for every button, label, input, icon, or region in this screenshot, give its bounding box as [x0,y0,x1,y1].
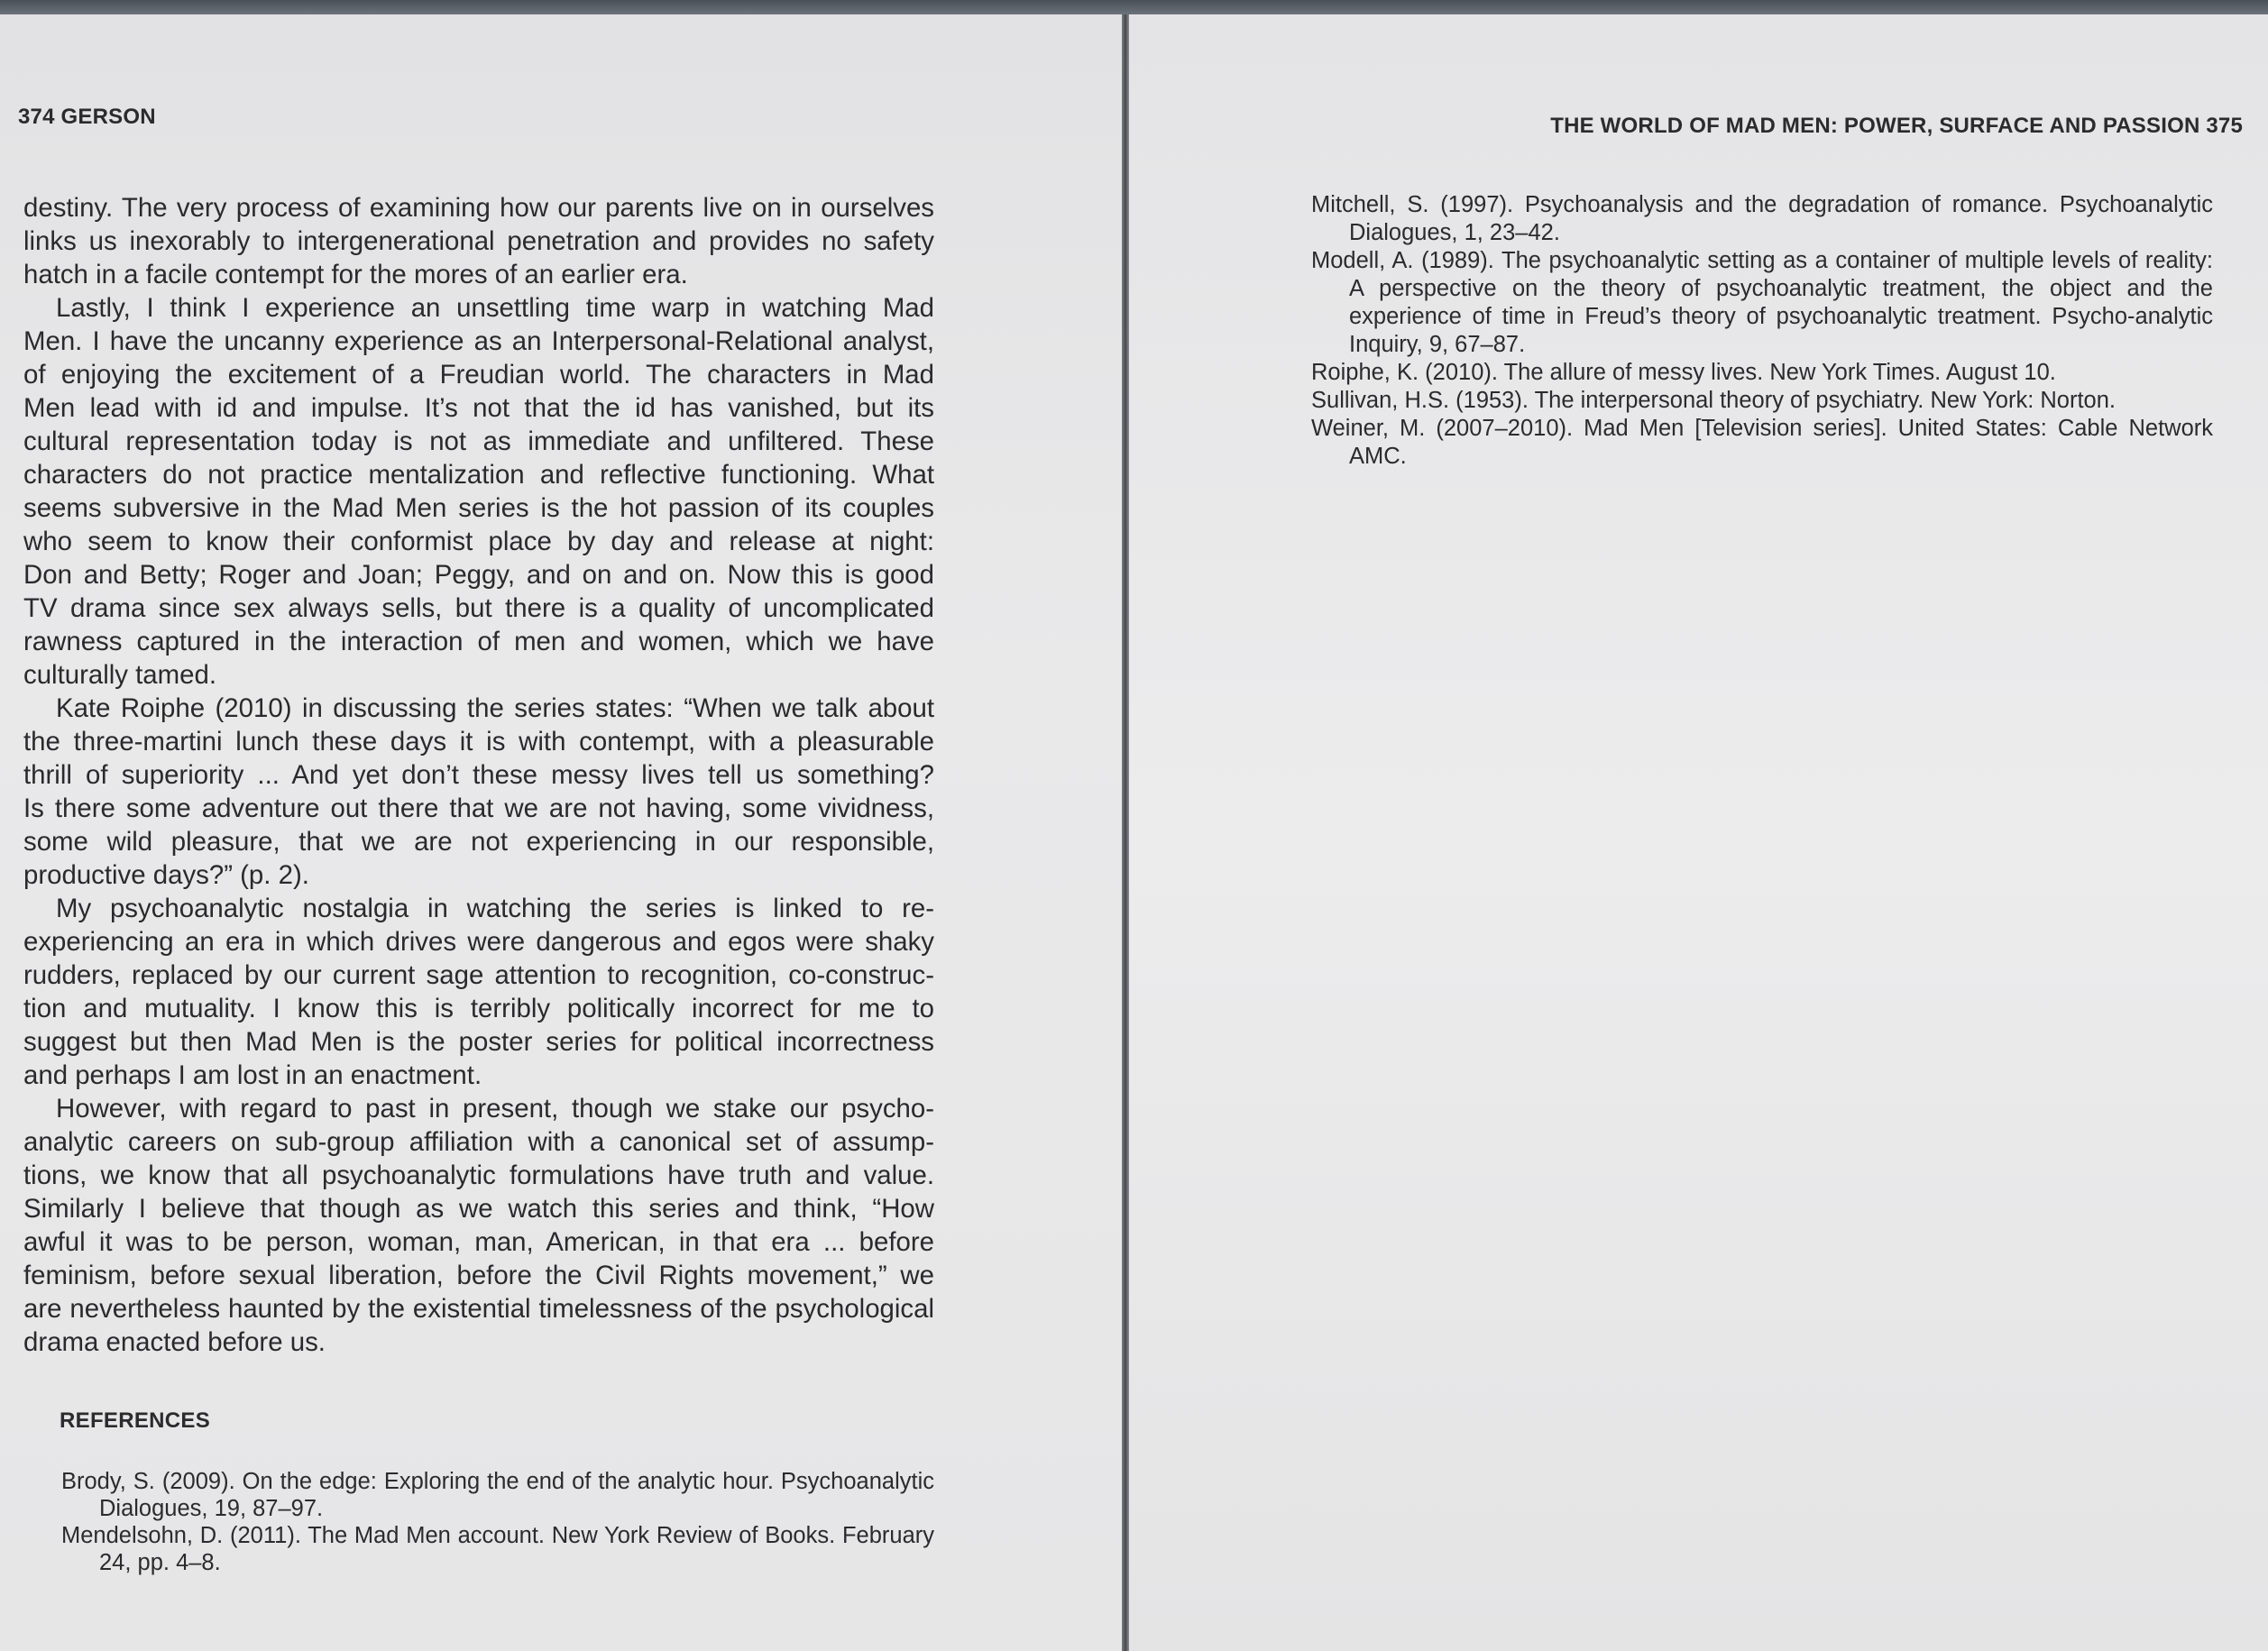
reference-entry: Modell, A. (1989). The psychoanalytic setting as a container of multiple levels of reality: A perspective on the theory of psychoanalytic treatment, the object and the experience of time in Freud’s theory of psychoanalytic treatment. Psycho-analytic Inquiry, 9, 67–87. [1311,248,2213,357]
body-text-line: of enjoying the excitement of a Freudian world. The characters in Mad [23,360,934,390]
monitor-bezel [0,0,2268,14]
body-text-line: hatch in a facile contempt for the mores of an earlier era. [23,260,688,289]
body-text-line: Similarly I believe that though as we watch this series and think, “How [23,1194,934,1224]
body-text-line: awful it was to be person, woman, man, American, in that era ... before [23,1227,934,1257]
body-text-line: Is there some adventure out there that we are not having, some vividness, [23,793,934,823]
body-text-line: experiencing an era in which drives were dangerous and egos were shaky [23,927,934,957]
body-text-line: characters do not practice mentalization and reflective functioning. What [23,460,934,490]
body-text-line: drama enacted before us. [23,1327,326,1357]
body-text-line: who seem to know their conformist place by day and release at night: [23,527,934,556]
body-text-line: rudders, replaced by our current sage attention to recognition, co-construc- [23,960,934,990]
body-text-line: Men lead with id and impulse. It’s not that the id has vanished, but its [23,393,934,423]
body-text-line: tions, we know that all psychoanalytic formulations have truth and value. [23,1160,934,1190]
left-page [0,14,1122,1651]
body-text-line: Men. I have the uncanny experience as an Interpersonal-Relational analyst, [23,326,934,356]
body-text-line: the three-martini lunch these days it is with contempt, with a pleasurable [23,727,934,757]
left-body-text [23,191,934,1359]
reference-entry: Roiphe, K. (2010). The allure of messy lives. New York Times. August 10. [1311,360,2056,385]
body-text-line: rawness captured in the interaction of men and women, which we have [23,627,934,656]
reference-entry: Weiner, M. (2007–2010). Mad Men [Television series]. United States: Cable Network AMC. [1311,416,2213,469]
body-text-line: links us inexorably to intergenerational penetration and provides no safety [23,226,934,256]
book-gutter [1122,14,1129,1651]
body-text-line: TV drama since sex always sells, but there is a quality of uncomplicated [23,593,934,623]
body-text-line: feminism, before sexual liberation, before the Civil Rights movement,” we [23,1261,934,1290]
body-text-line: However, with regard to past in present, though we stake our psycho- [56,1094,934,1124]
left-references-list [61,1468,934,1576]
body-text-line: some wild pleasure, that we are not experiencing in our responsible, [23,827,934,857]
body-text-line: tion and mutuality. I know this is terribly politically incorrect for me to [23,994,934,1023]
body-text-line: and perhaps I am lost in an enactment. [23,1060,482,1090]
body-text-line: are nevertheless haunted by the existential timelessness of the psychological [23,1294,934,1324]
body-text-line: seems subversive in the Mad Men series is the hot passion of its couples [23,493,934,523]
right-page [1129,14,2268,1651]
body-text-line: My psychoanalytic nostalgia in watching the series is linked to re- [56,894,934,923]
left-running-head: 374 GERSON [18,105,156,129]
body-text-line: analytic careers on sub-group affiliation with a canonical set of assump- [23,1127,934,1157]
right-running-head: THE WORLD OF MAD MEN: POWER, SURFACE AND PASSION 375 [1550,114,2243,138]
right-references-list [1311,191,2213,471]
body-text-line: thrill of superiority ... And yet don’t these messy lives tell us something? [23,760,934,790]
body-text-line: cultural representation today is not as immediate and unfiltered. These [23,427,934,456]
body-text-line: productive days?” (p. 2). [23,860,309,890]
body-text-line: Lastly, I think I experience an unsettling time warp in watching Mad [56,293,934,323]
body-text-line: suggest but then Mad Men is the poster series for political incorrectness [23,1027,934,1057]
body-text-line: destiny. The very process of examining how our parents live on in ourselves [23,193,934,223]
reference-entry: Mendelsohn, D. (2011). The Mad Men account. New York Review of Books. February 24, pp. 4–8. [61,1523,934,1575]
body-text-line: Don and Betty; Roger and Joan; Peggy, and on and on. Now this is good [23,560,934,590]
reference-entry: Mitchell, S. (1997). Psychoanalysis and the degradation of romance. Psychoanalytic Dialogues, 1, 23–42. [1311,192,2213,245]
body-text-line: Kate Roiphe (2010) in discussing the series states: “When we talk about [56,693,934,723]
reference-entry: Brody, S. (2009). On the edge: Exploring the end of the analytic hour. Psychoanalytic Dialogues, 19, 87–97. [61,1469,934,1521]
body-text-line: culturally tamed. [23,660,216,690]
references-heading: REFERENCES [60,1408,211,1433]
reference-entry: Sullivan, H.S. (1953). The interpersonal theory of psychiatry. New York: Norton. [1311,388,2116,413]
